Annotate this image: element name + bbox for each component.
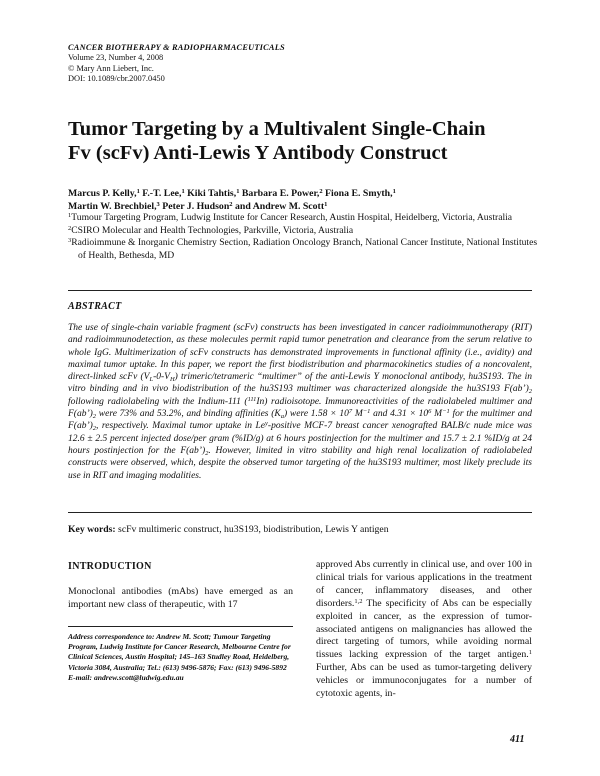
- page-number: 411: [510, 734, 525, 745]
- volume-info: Volume 23, Number 4, 2008: [68, 53, 164, 63]
- abstract-heading: ABSTRACT: [68, 301, 122, 312]
- correspondence-footnote: [68, 632, 293, 683]
- author-affil-sup: 2: [319, 188, 323, 195]
- abstract-text: were 73% and 53.2%, and binding affinities (K: [96, 409, 281, 420]
- author: Peter J. Hudson: [159, 200, 230, 212]
- paper-title: [68, 118, 538, 165]
- author: Marcus P. Kelly,: [68, 188, 137, 199]
- correspondence-email: E-mail: andrew.scott@ludwig.edu.au: [68, 672, 184, 682]
- subscript: 2: [205, 449, 209, 457]
- title-line-2: Fv (scFv) Anti-Lewis Y Antibody Construct: [68, 141, 448, 164]
- abstract-text: ) were 1.58 × 10: [284, 409, 349, 420]
- superscript: y: [265, 420, 268, 428]
- affiliation-number: 1: [68, 212, 72, 219]
- abstract-body: [68, 322, 532, 482]
- abstract-text: -positive MCF-7 breast cancer xenografted BALB/c nude mice was 12.6 ± 2.5 percent injected dose/per gram (%ID/g) at 6 hours postinjection for the multimer and 15.7 ± 2.1 %ID/g at 24 hours postinjection for the F(ab’): [68, 421, 532, 456]
- subscript: 2: [92, 413, 97, 421]
- affiliation-3: [68, 237, 538, 262]
- journal-header: [68, 43, 285, 85]
- footnote-rule: [68, 626, 293, 627]
- affiliations: [68, 212, 538, 262]
- abstract-text: M: [431, 409, 443, 420]
- affiliation-1: [68, 212, 538, 225]
- author-line-1: [68, 188, 538, 201]
- superscript: 6: [428, 408, 432, 416]
- author: Martin W. Brechbiel,: [68, 200, 157, 212]
- intro-text: Further, Abs can be used as tumor-targeting delivery vehicles or immunoconjugates for a number of cytotoxic agents, in-: [316, 662, 532, 700]
- affiliation-text: CSIRO Molecular and Health Technologies, Parkville, Victoria, Australia: [71, 224, 354, 236]
- author-affil-sup: 1: [136, 188, 140, 195]
- copyright: © Mary Ann Liebert, Inc.: [68, 63, 154, 73]
- abstract-text: ) trimeric/tetrameric “multimer” of the anti-Lewis Y monoclonal antibody, hu3S193. The in vitro binding and in vivo biodistribution of the hu3S193 multimer was characterized alongside the hu3S193 F(ab’): [68, 372, 532, 395]
- abstract-top-rule: [68, 290, 532, 291]
- abstract-text: . However, limited in vitro stability and high renal localization of radiolabeled constructs were observed, which, despite the observed tumor targeting of the hu3S193 multimer, most likely preclude its use in RIT and imaging modalities.: [68, 445, 532, 481]
- intro-right-column: [316, 559, 532, 701]
- author: Fiona E. Smyth,: [322, 188, 393, 199]
- intro-text: The specificity of Abs can be especially exploited in cancer, as the expression of tumor-associated antigens on malignancies has allowed the direct targeting of tumors, while avoiding normal tissues lacking expression of the target antigen.: [316, 597, 532, 661]
- superscript: 7: [348, 408, 353, 416]
- intro-left-column: Monoclonal antibodies (mAbs) have emerged as an important new class of therapeutic, with 17: [68, 586, 293, 610]
- abstract-text: for the multimer and F(ab’): [68, 409, 532, 432]
- subscript: L: [149, 376, 154, 384]
- citation: 1: [528, 649, 532, 657]
- superscript: −1: [442, 408, 450, 416]
- subscript: 2: [92, 425, 97, 433]
- keywords-text: scFv multimeric construct, hu3S193, biodistribution, Lewis Y antigen: [115, 524, 389, 535]
- citation: 1,2: [354, 597, 363, 605]
- correspondence-text: Address correspondence to: Andrew M. Scott; Tumour Targeting Program, Ludwig Institute for Cancer Research, Melbourne Centre for Clinical Sciences, Austin Hospital; 145–163 Studley Road, Heidelberg, Victoria 3084, Australia; Tel.: (613) 9496-5876; Fax: (613) 9496-5892: [68, 632, 291, 672]
- abstract-text: -0-V: [153, 372, 170, 383]
- subscript: H: [169, 376, 175, 384]
- author: Kiki Tahtis,: [184, 188, 237, 199]
- affiliation-text: Radioimmune & Inorganic Chemistry Section, Radiation Oncology Branch, National Cancer Institute, National Institutes of Health, Bethesda, MD: [71, 237, 538, 261]
- superscript: −1: [362, 408, 371, 416]
- author-affil-sup: 1: [392, 188, 396, 195]
- abstract-text: following radiolabeling with the Indium-111 (: [68, 396, 248, 407]
- title-line-1: Tumor Targeting by a Multivalent Single-Chain: [68, 118, 486, 140]
- abstract-text: and 4.31 × 10: [370, 409, 429, 420]
- author-affil-sup: 3: [156, 200, 160, 208]
- author: Barbara E. Power,: [239, 188, 320, 199]
- affiliation-number: 2: [68, 224, 72, 232]
- author: F.-T. Lee,: [139, 188, 182, 199]
- abstract-bottom-rule: [68, 512, 532, 513]
- affiliation-text: Tumour Targeting Program, Ludwig Institute for Cancer Research, Austin Hospital, Heidelberg, Victoria, Australia: [71, 212, 513, 223]
- journal-name: CANCER BIOTHERAPY & RADIOPHARMACEUTICALS: [68, 43, 285, 52]
- intro-text: approved Abs currently in clinical use, and over 100 in clinical trials for various applications in the treatment of cancer, inflammatory diseases, and other disorders.: [316, 559, 532, 609]
- abstract-text: , respectively. Maximal tumor uptake in Le: [96, 421, 266, 432]
- doi: DOI: 10.1089/cbr.2007.0450: [68, 74, 165, 84]
- introduction-heading: INTRODUCTION: [68, 561, 152, 572]
- author-affil-sup: 1: [236, 188, 240, 195]
- keywords: [68, 524, 532, 535]
- author-affil-sup: 2: [229, 200, 233, 208]
- keywords-label: Key words:: [68, 524, 116, 535]
- abstract-text: The use of single-chain variable fragment (scFv) constructs has been investigated in cancer radioimmunotherapy (RIT) and radioimmunodetection, as these molecules permit rapid tumor penetration and clearance from the serum relative to whole IgG. Multimerization of scFv constructs has demonstrated improvements in functional affinity (i.e., avidity) and maximal tumor uptake. In this paper, we report the first biodistribution and pharmacokinetics studies of a noncovalent, direct-linked scFv (V: [68, 323, 532, 383]
- subscript: a: [280, 413, 285, 421]
- affiliation-number: 3: [68, 237, 72, 244]
- author-affil-sup: 1: [181, 188, 185, 195]
- subscript: 2: [528, 388, 532, 396]
- superscript: 111: [247, 395, 257, 403]
- affiliation-2: [68, 225, 538, 238]
- author: and Andrew M. Scott: [232, 200, 325, 212]
- author-affil-sup: 1: [324, 200, 328, 208]
- abstract-text: In) radioisotope. Immunoreactivities of the radiolabeled multimer and F(ab’): [68, 396, 532, 420]
- author-list: [68, 188, 538, 213]
- abstract-text: M: [352, 409, 363, 420]
